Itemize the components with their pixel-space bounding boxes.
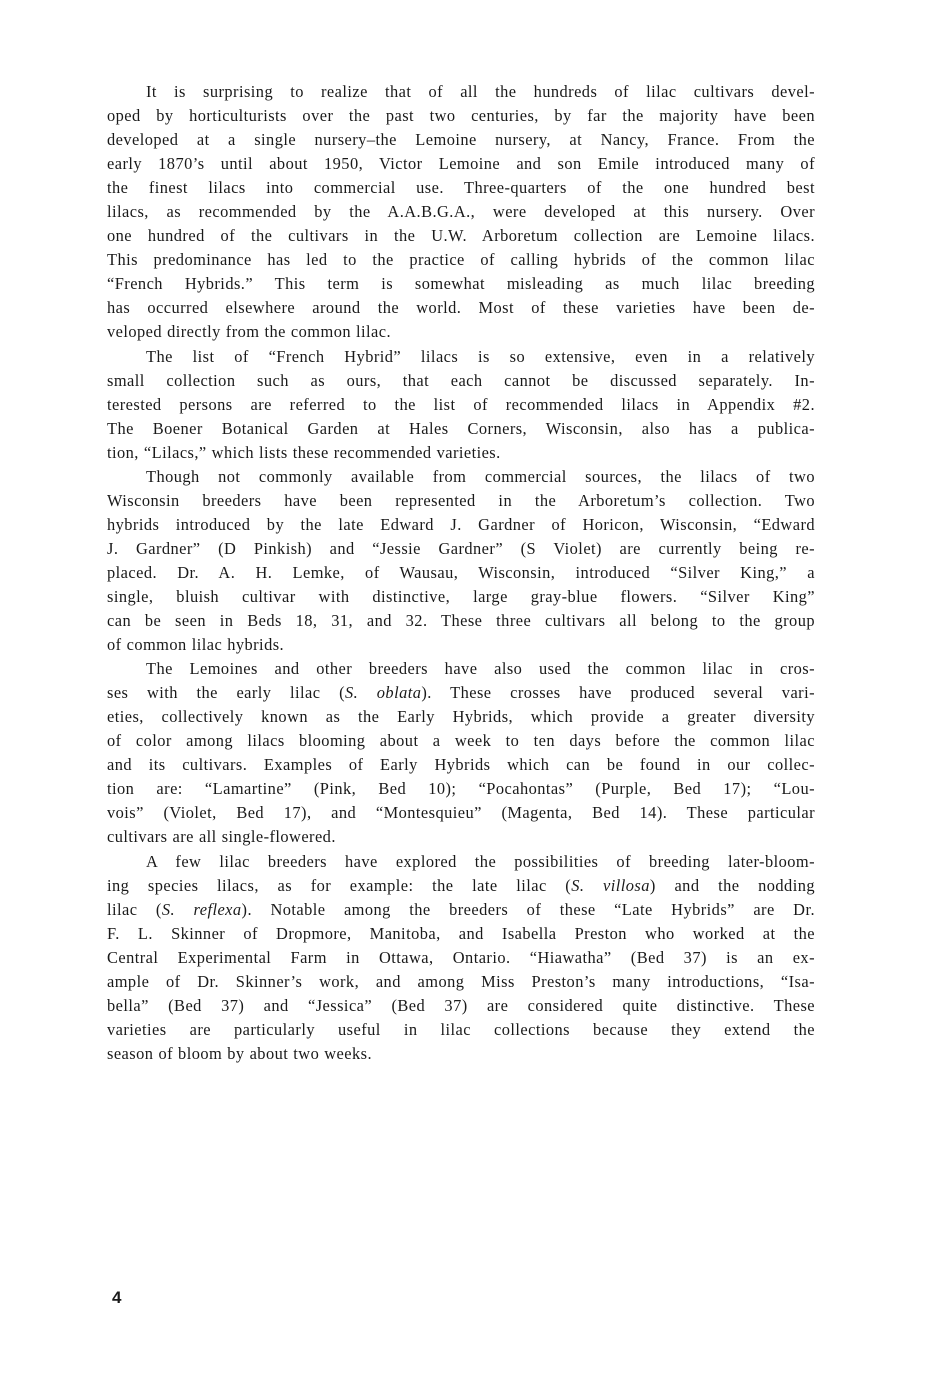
- text-line: one hundred of the cultivars in the U.W. Arboretum collection are Lemoine lilacs.: [107, 226, 815, 246]
- text-line: A few lilac breeders have explored the possibilities of breeding later-bloom-: [146, 851, 815, 871]
- text-line: Though not commonly available from commercial sources, the lilacs of two: [146, 466, 815, 486]
- text-line: “French Hybrids.” This term is somewhat misleading as much lilac breeding: [107, 274, 815, 294]
- text-line: The Lemoines and other breeders have also used the common lilac in cros-: [146, 659, 815, 679]
- text-line: It is surprising to realize that of all the hundreds of lilac cultivars devel-: [146, 82, 815, 101]
- paragraph: [107, 657, 815, 849]
- text-line: vois” (Violet, Bed 17), and “Montesquieu” (Magenta, Bed 14). These particular: [107, 803, 815, 823]
- species-name: S. villosa: [571, 875, 650, 895]
- paragraph: [107, 465, 815, 657]
- text-line: has occurred elsewhere around the world. Most of these varieties have been de-: [107, 298, 815, 318]
- text-line: Wisconsin breeders have been represented in the Arboretum’s collection. Two: [107, 490, 815, 510]
- paragraph: [107, 850, 815, 1066]
- text-line: J. Gardner” (D Pinkish) and “Jessie Gardner” (S Violet) are currently being re-: [107, 538, 815, 558]
- paragraph: [107, 345, 815, 465]
- text-line: single, bluish cultivar with distinctive, large gray-blue flowers. “Silver King”: [107, 586, 815, 606]
- text-line: ses with the early lilac (S. oblata). These crosses have produced several vari-: [107, 683, 815, 703]
- text-line: ample of Dr. Skinner’s work, and among Miss Preston’s many introductions, “Isa-: [107, 971, 815, 991]
- text-line: of color among lilacs blooming about a week to ten days before the common lilac: [107, 731, 815, 751]
- paragraph: [107, 80, 815, 345]
- text-line: cultivars are all single-flowered.: [107, 827, 336, 847]
- text-line: and its cultivars. Examples of Early Hybrids which can be found in our collec-: [107, 755, 815, 775]
- text-line: lilacs, as recommended by the A.A.B.G.A., were developed at this nursery. Over: [107, 202, 815, 222]
- text-line: terested persons are referred to the list of recommended lilacs in Appendix #2.: [107, 394, 815, 414]
- text-line: hybrids introduced by the late Edward J. Gardner of Horicon, Wisconsin, “Edward: [107, 514, 815, 534]
- text-line: Central Experimental Farm in Ottawa, Ontario. “Hiawatha” (Bed 37) is an ex-: [107, 947, 815, 967]
- text-line: tion, “Lilacs,” which lists these recommended varieties.: [107, 442, 501, 462]
- text-line: This predominance has led to the practice of calling hybrids of the common lilac: [107, 250, 815, 270]
- text-line: oped by horticulturists over the past two centuries, by far the majority have been: [107, 106, 815, 126]
- text-line: The list of “French Hybrid” lilacs is so extensive, even in a relatively: [146, 346, 815, 366]
- text-line: season of bloom by about two weeks.: [107, 1043, 373, 1063]
- text-line: ing species lilacs, as for example: the late lilac (S. villosa) and the nodding: [107, 875, 815, 895]
- text-line: small collection such as ours, that each cannot be discussed separately. In-: [107, 370, 815, 390]
- text-line: developed at a single nursery–the Lemoine nursery, at Nancy, France. From the: [107, 130, 815, 150]
- text-line: of common lilac hybrids.: [107, 635, 285, 655]
- text-line: placed. Dr. A. H. Lemke, of Wausau, Wisconsin, introduced “Silver King,” a: [107, 562, 815, 582]
- species-name: S. oblata: [345, 683, 422, 703]
- body-text: [107, 80, 815, 1066]
- text-line: bella” (Bed 37) and “Jessica” (Bed 37) are considered quite distinctive. These: [107, 995, 815, 1015]
- text-line: lilac (S. reflexa). Notable among the breeders of these “Late Hybrids” are Dr.: [107, 899, 815, 919]
- text-line: The Boener Botanical Garden at Hales Corners, Wisconsin, also has a publica-: [107, 418, 815, 438]
- text-line: veloped directly from the common lilac.: [107, 322, 392, 342]
- text-line: early 1870’s until about 1950, Victor Lemoine and son Emile introduced many of: [107, 154, 815, 174]
- page-number: 4: [112, 1288, 122, 1307]
- species-name: S. reflexa: [161, 899, 242, 919]
- text-line: can be seen in Beds 18, 31, and 32. These three cultivars all belong to the group: [107, 611, 815, 631]
- text-line: varieties are particularly useful in lilac collections because they extend the: [107, 1019, 815, 1039]
- text-line: the finest lilacs into commercial use. Three-quarters of the one hundred best: [107, 178, 815, 198]
- text-line: eties, collectively known as the Early Hybrids, which provide a greater diversity: [107, 707, 815, 727]
- text-line: tion are: “Lamartine” (Pink, Bed 10); “Pocahontas” (Purple, Bed 17); “Lou-: [107, 779, 815, 799]
- text-line: F. L. Skinner of Dropmore, Manitoba, and Isabella Preston who worked at the: [107, 923, 815, 943]
